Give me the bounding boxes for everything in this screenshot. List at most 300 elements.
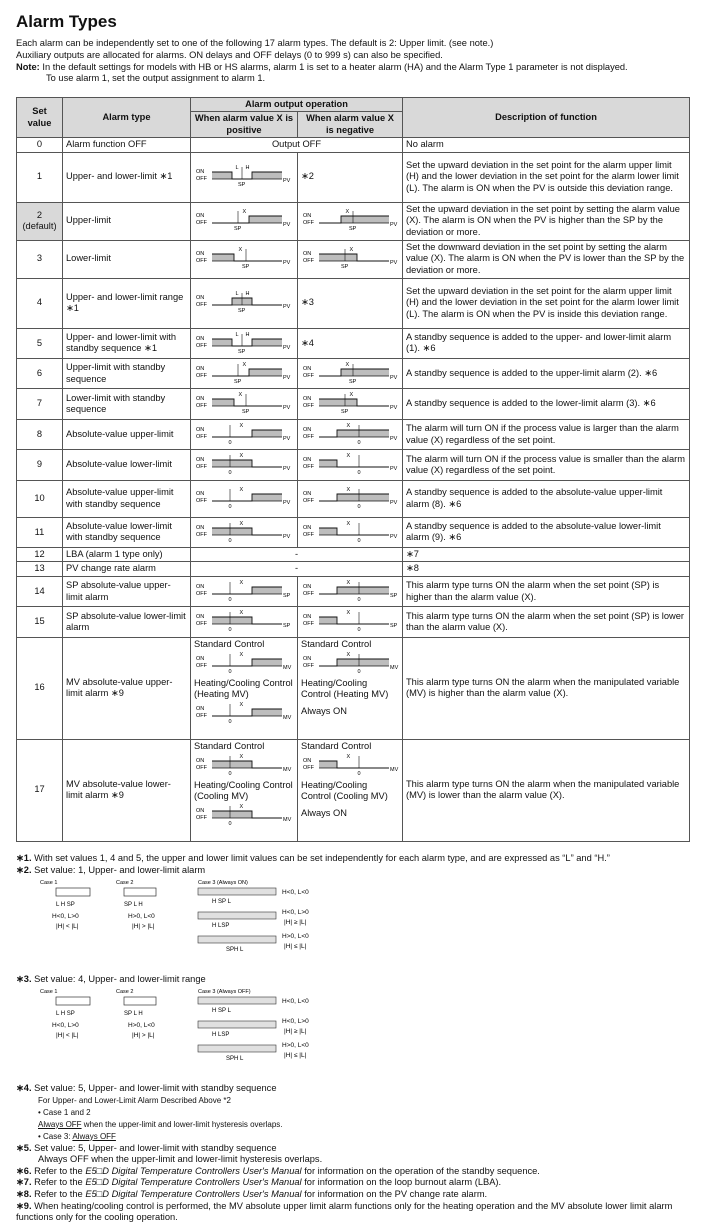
axis-label: PV: [283, 222, 291, 229]
on-region: [252, 494, 282, 501]
sp-label: SP: [238, 348, 246, 354]
deviation-label: X: [346, 652, 351, 659]
description: A standby sequence is added to the upper- and lower-limit alarm (1). ∗6: [403, 328, 690, 358]
axis-label: PV: [283, 466, 291, 473]
on-region: [212, 460, 252, 467]
case3-axis: SPH L: [226, 947, 244, 954]
case3-condition: |H| ≥ |L|: [284, 919, 307, 927]
on-label: ON: [196, 614, 205, 621]
not-applicable: -: [191, 562, 403, 576]
set-value: 7: [17, 389, 63, 419]
axis-label: PV: [390, 466, 398, 473]
off-label: OFF: [303, 663, 314, 670]
deviation-label: X: [239, 579, 244, 586]
case3-condition: H<0, L>0: [282, 909, 309, 917]
axis-label: PV: [283, 344, 291, 351]
graph-positive: [191, 389, 298, 419]
case1-band: [56, 888, 90, 896]
zero-label: 0: [228, 669, 232, 675]
set-value: 16: [17, 637, 63, 739]
set-value: 17: [17, 739, 63, 841]
graph-positive: [191, 607, 298, 637]
case1-axis: L H SP: [56, 902, 75, 909]
footnote-4-sub-text: when the upper-limit and lower-limit hysteresis overlaps.: [81, 1119, 283, 1129]
deviation-label: X: [242, 209, 247, 216]
case2-band: [124, 997, 156, 1005]
on-region: [212, 172, 232, 179]
on-region: [212, 254, 234, 261]
case1-band: [56, 997, 90, 1005]
deviation-label: X: [239, 520, 244, 527]
description: Set the upward deviation in the set point for the alarm upper limit (H) and the lower deviation in the set point for the alarm lower limit (L). The alarm is ON when the PV is inside this deviation range.: [403, 278, 690, 328]
alarm-type: Lower-limit with standby sequence: [63, 389, 191, 419]
zero-label: 0: [357, 503, 361, 509]
set-value: 10: [17, 480, 63, 517]
mv-negative-cell: [298, 739, 403, 841]
graph-positive: [191, 480, 298, 517]
operation-graph: [194, 163, 294, 187]
case1-condition: |H| < |L|: [56, 1032, 79, 1040]
operation-graph: [194, 207, 294, 231]
operation-graph: [194, 390, 294, 414]
sp-label: SP: [349, 226, 357, 232]
zero-label: 0: [228, 627, 232, 633]
axis-label: PV: [283, 304, 291, 311]
description: ∗8: [403, 562, 690, 576]
case2-condition: |H| > |L|: [132, 1032, 155, 1040]
footnote-mark: ∗9.: [16, 1200, 32, 1211]
description: ∗7: [403, 548, 690, 562]
operation-graph: [301, 519, 401, 543]
graph-mv-cooling: [194, 802, 294, 829]
footnotes: [16, 853, 696, 1224]
case2-condition: H>0, L<0: [128, 913, 155, 921]
deviation-label: X: [239, 754, 244, 761]
on-label: ON: [303, 583, 312, 590]
axis-label: PV: [390, 405, 398, 412]
on-label: ON: [196, 169, 205, 176]
set-value: 13: [17, 562, 63, 576]
footnote-mark: ∗2.: [16, 864, 32, 875]
set-value: 14: [17, 576, 63, 606]
deviation-label: L: [235, 165, 239, 172]
zero-label: 0: [228, 470, 232, 476]
deviation-label: X: [346, 754, 351, 761]
footnote-mark: ∗1.: [16, 853, 32, 863]
on-label: ON: [196, 295, 205, 302]
operation-graph: [301, 207, 401, 231]
deviation-label: X: [346, 453, 351, 460]
off-label: OFF: [303, 433, 314, 440]
deviation-label: X: [242, 362, 247, 369]
operation-graph: [194, 360, 294, 384]
on-region: [341, 216, 389, 223]
case3-axis: SPH L: [226, 1056, 244, 1063]
sp-label: SP: [238, 182, 246, 188]
zero-label: 0: [228, 537, 232, 543]
case2-axis: SP L H: [124, 1011, 143, 1018]
off-label: OFF: [303, 373, 314, 380]
graph-mv-standard: [194, 650, 294, 677]
case2-condition: |H| > |L|: [132, 923, 155, 931]
intro-line-2: Auxiliary outputs are allocated for alarms. ON delays and OFF delays (0 to 999 s) can also be specified.: [16, 49, 443, 60]
sp-label: SP: [242, 264, 250, 270]
axis-label: SP: [283, 623, 291, 630]
on-label: ON: [196, 524, 205, 531]
manual-title: E5□D Digital Temperature Controllers User's Manual: [85, 1165, 302, 1176]
graph-positive: [191, 359, 298, 389]
operation-graph: [301, 451, 401, 475]
on-region: [212, 528, 252, 535]
description: Set the upward deviation in the set point by setting the alarm value (X). The alarm is ON when the PV is higher than the SP by the deviation or more.: [403, 202, 690, 240]
set-value: 11: [17, 517, 63, 547]
always-on-label: Always ON: [301, 808, 347, 819]
zero-label: 0: [228, 719, 232, 725]
on-label: ON: [303, 758, 312, 765]
off-label: OFF: [196, 176, 207, 183]
deviation-label: H: [245, 331, 250, 338]
deviation-label: X: [239, 486, 244, 493]
operation-graph: [194, 578, 294, 602]
always-off-underlined: Always OFF: [38, 1119, 82, 1129]
on-label: ON: [303, 366, 312, 373]
deviation-label: L: [235, 291, 239, 298]
axis-label: MV: [390, 665, 399, 672]
footnote-4-sub: [38, 1119, 696, 1131]
operation-graph: [301, 360, 401, 384]
graph-negative: [298, 202, 403, 240]
footnote-text: for information on the loop burnout alarm (LBA).: [301, 1177, 502, 1188]
graph-negative: [298, 389, 403, 419]
footnote-text: Refer to the: [34, 1165, 86, 1176]
case3-condition: H<0, L>0: [282, 1018, 309, 1026]
case3-band: [198, 1021, 276, 1028]
deviation-label: X: [349, 392, 354, 399]
mv-negative-cell: [298, 637, 403, 739]
operation-graph: [301, 578, 401, 602]
case3-axis: H SP L: [212, 899, 231, 906]
sp-label: SP: [341, 409, 349, 415]
deviation-label: X: [238, 247, 243, 254]
footnote-7: [16, 1177, 696, 1189]
note-ref: ∗4: [298, 328, 403, 358]
deviation-label: X: [239, 804, 244, 811]
operation-graph: [301, 421, 401, 445]
axis-label: PV: [283, 178, 291, 185]
footnote-6: [16, 1166, 696, 1178]
on-label: ON: [196, 335, 205, 342]
off-label: OFF: [196, 403, 207, 410]
set-value-number: 2: [36, 209, 43, 220]
alarm-type: MV absolute-value upper-limit alarm ∗9: [63, 637, 191, 739]
header-negative: When alarm value X is negative: [298, 112, 403, 138]
case-label: Case 2: [116, 989, 134, 996]
description: This alarm type turns ON the alarm when the manipulated variable (MV) is higher than the alarm value (X).: [403, 637, 690, 739]
on-region: [212, 811, 252, 818]
off-label: OFF: [196, 765, 207, 772]
output-off: Output OFF: [191, 138, 403, 152]
sp-label: SP: [234, 379, 242, 385]
description: This alarm type turns ON the alarm when the set point (SP) is higher than the alarm value (X).: [403, 576, 690, 606]
on-label: ON: [196, 656, 205, 663]
zero-label: 0: [357, 596, 361, 602]
note-ref: ∗2: [298, 152, 403, 202]
on-region: [337, 430, 389, 437]
off-label: OFF: [196, 433, 207, 440]
sp-label: SP: [242, 409, 250, 415]
off-label: OFF: [303, 621, 314, 628]
operation-graph: [194, 700, 294, 724]
alarm-type: Upper-limit: [63, 202, 191, 240]
off-label: OFF: [303, 531, 314, 538]
alarm-type: Absolute-value upper-limit: [63, 419, 191, 449]
case1-condition: H<0, L>0: [52, 913, 79, 921]
on-region: [249, 216, 282, 223]
case1-condition: |H| < |L|: [56, 923, 79, 931]
axis-label: SP: [390, 623, 398, 630]
graph-positive: [191, 152, 298, 202]
description: A standby sequence is added to the absolute-value upper-limit alarm (8). ∗6: [403, 480, 690, 517]
zero-label: 0: [357, 537, 361, 543]
alarm-type: Upper- and lower-limit ∗1: [63, 152, 191, 202]
manual-title: E5□D Digital Temperature Controllers User's Manual: [85, 1177, 302, 1188]
always-off-underlined: Always OFF: [72, 1131, 116, 1141]
footnote-4-sub: • Case 1 and 2: [38, 1107, 91, 1117]
on-label: ON: [303, 396, 312, 403]
on-label: ON: [303, 614, 312, 621]
operation-graph: [194, 802, 294, 826]
footnote-4-sub: [38, 1131, 696, 1143]
graph-positive: [191, 240, 298, 278]
footnote-3: [16, 974, 696, 986]
case3-condition: |H| ≤ |L|: [284, 943, 307, 951]
off-label: OFF: [196, 663, 207, 670]
on-region: [249, 369, 282, 376]
footnote-text: When heating/cooling control is performed, the MV absolute upper limit alarm functions only for the heating operation and the MV absolute lower limit alarm functions only for the cooling operation.: [16, 1200, 673, 1223]
off-label: OFF: [303, 497, 314, 504]
case-label: Case 3 (Always OFF): [198, 989, 251, 996]
zero-label: 0: [357, 771, 361, 777]
set-value: 9: [17, 450, 63, 480]
case3-band: [198, 912, 276, 919]
graph-mv-heating: [194, 700, 294, 727]
on-region: [252, 339, 282, 346]
graph-positive: [191, 328, 298, 358]
on-region: [319, 399, 357, 406]
deviation-label: L: [235, 331, 239, 338]
case3-axis: H LSP: [212, 923, 230, 930]
axis-label: MV: [283, 767, 292, 774]
footnote-5-sub: Always OFF when the upper-limit and lower-limit hysteresis overlaps.: [38, 1154, 323, 1165]
deviation-label: X: [346, 610, 351, 617]
set-value: 3: [17, 240, 63, 278]
footnote-text: Set value: 4, Upper- and lower-limit range: [34, 973, 206, 984]
description: This alarm type turns ON the alarm when the set point (SP) is lower than the alarm value (X).: [403, 607, 690, 637]
on-label: ON: [303, 656, 312, 663]
header-set-value: Set value: [17, 98, 63, 138]
footnote-4-details: [16, 1095, 696, 1143]
alarm-type: Absolute-value lower-limit with standby sequence: [63, 517, 191, 547]
operation-graph: [301, 485, 401, 509]
deviation-label: X: [346, 579, 351, 586]
on-label: ON: [196, 758, 205, 765]
on-region: [319, 761, 337, 768]
alarm-type: Lower-limit: [63, 240, 191, 278]
case2-band: [124, 888, 156, 896]
operation-graph: [194, 608, 294, 632]
footnote-4: [16, 1083, 696, 1095]
axis-label: PV: [283, 260, 291, 267]
graph-positive: [191, 419, 298, 449]
case3-band: [198, 888, 276, 895]
set-value: [17, 202, 63, 240]
on-region: [319, 254, 357, 261]
description: Set the downward deviation in the set point by setting the alarm value (X). The alarm is ON when the PV is lower than the SP by the deviation or more.: [403, 240, 690, 278]
mv-positive-cell: [191, 637, 298, 739]
graph-positive: [191, 278, 298, 328]
deviation-label: X: [346, 486, 351, 493]
zero-label: 0: [228, 771, 232, 777]
header-operation: Alarm output operation: [191, 98, 403, 112]
on-label: ON: [196, 457, 205, 464]
case3-band: [198, 997, 276, 1004]
heating-cooling-label: Heating/Cooling Control (Heating MV): [301, 677, 389, 699]
operation-graph: [301, 245, 401, 269]
operation-graph: [194, 245, 294, 269]
off-label: OFF: [303, 765, 314, 772]
axis-label: SP: [283, 592, 291, 599]
axis-label: PV: [283, 435, 291, 442]
alarm-type: Alarm function OFF: [63, 138, 191, 152]
intro-note: [16, 62, 690, 74]
deviation-label: H: [245, 291, 250, 298]
footnote-5: [16, 1143, 696, 1155]
operation-graph: [194, 330, 294, 354]
off-label: OFF: [303, 590, 314, 597]
operation-graph: [301, 752, 401, 776]
case3-axis: H SP L: [212, 1008, 231, 1015]
case3-condition: H<0, L<0: [282, 998, 309, 1006]
intro: [16, 38, 690, 85]
case3-condition: |H| ≥ |L|: [284, 1028, 307, 1036]
case-label: Case 1: [40, 880, 58, 887]
off-label: OFF: [196, 373, 207, 380]
description: A standby sequence is added to the upper-limit alarm (2). ∗6: [403, 359, 690, 389]
graph-negative: [298, 359, 403, 389]
manual-title: E5□D Digital Temperature Controllers User's Manual: [85, 1188, 302, 1199]
case1-axis: L H SP: [56, 1011, 75, 1018]
footnote-text: for information on the PV change rate alarm.: [301, 1188, 488, 1199]
off-label: OFF: [196, 621, 207, 628]
on-region: [252, 430, 282, 437]
deviation-label: X: [239, 702, 244, 709]
operation-graph: [194, 485, 294, 509]
off-label: OFF: [196, 464, 207, 471]
deviation-label: X: [239, 652, 244, 659]
case3-band: [198, 936, 276, 943]
case2-condition: H>0, L<0: [128, 1022, 155, 1030]
case-label: Case 3 (Always ON): [198, 880, 248, 887]
on-label: ON: [196, 490, 205, 497]
case1-condition: H<0, L>0: [52, 1022, 79, 1030]
zero-label: 0: [228, 503, 232, 509]
page-title: Alarm Types: [16, 12, 117, 31]
operation-graph: [301, 390, 401, 414]
footnote-text: Refer to the: [34, 1188, 86, 1199]
case3-axis: H LSP: [212, 1032, 230, 1039]
on-region: [319, 528, 337, 535]
sp-label: SP: [238, 308, 246, 314]
deviation-label: X: [349, 247, 354, 254]
deviation-label: X: [345, 209, 350, 216]
default-label: (default): [22, 221, 57, 232]
footnote-text: Set value: 5, Upper- and lower-limit with standby sequence: [34, 1082, 277, 1093]
on-label: ON: [196, 251, 205, 258]
description: This alarm type turns ON the alarm when the manipulated variable (MV) is lower than the alarm value (X).: [403, 739, 690, 841]
operation-graph: [194, 421, 294, 445]
axis-label: PV: [283, 375, 291, 382]
alarm-type: SP absolute-value lower-limit alarm: [63, 607, 191, 637]
operation-graph: [194, 650, 294, 674]
on-label: ON: [196, 583, 205, 590]
set-value: 4: [17, 278, 63, 328]
description: Set the upward deviation in the set point for the alarm upper limit (H) and the lower deviation in the set point for the alarm lower limit (L). The alarm is ON when the PV is outside this deviation range.: [403, 152, 690, 202]
alarm-type: Upper-limit with standby sequence: [63, 359, 191, 389]
sp-label: SP: [349, 379, 357, 385]
alarm-type: LBA (alarm 1 type only): [63, 548, 191, 562]
description: A standby sequence is added to the lower-limit alarm (3). ∗6: [403, 389, 690, 419]
deviation-label: X: [346, 520, 351, 527]
graph-positive: [191, 450, 298, 480]
zero-label: 0: [228, 439, 232, 445]
footnote-1: [16, 853, 696, 865]
set-value: 1: [17, 152, 63, 202]
footnote-2: [16, 865, 696, 877]
case-label: Case 1: [40, 989, 58, 996]
standard-control-label: Standard Control: [301, 740, 372, 751]
standard-control-label: Standard Control: [301, 638, 372, 649]
zero-label: 0: [357, 439, 361, 445]
zero-label: 0: [357, 669, 361, 675]
off-label: OFF: [303, 403, 314, 410]
on-region: [337, 659, 389, 666]
footnote-mark: ∗6.: [16, 1165, 32, 1176]
zero-label: 0: [228, 596, 232, 602]
alarm-type: Upper- and lower-limit range ∗1: [63, 278, 191, 328]
heating-cooling-label: Heating/Cooling Control (Cooling MV): [301, 779, 388, 801]
heating-cooling-label: Heating/Cooling Control (Cooling MV): [194, 779, 293, 801]
footnote-text: for information on the operation of the standby sequence.: [301, 1165, 540, 1176]
sp-label: SP: [234, 226, 242, 232]
always-on-label: Always ON: [301, 706, 347, 717]
mv-positive-cell: [191, 739, 298, 841]
axis-label: PV: [390, 222, 398, 229]
graph-negative: [298, 419, 403, 449]
note-label: Note:: [16, 61, 40, 72]
operation-graph: [194, 451, 294, 475]
deviation-label: X: [238, 392, 243, 399]
on-region: [319, 460, 337, 467]
footnote-mark: ∗4.: [16, 1082, 32, 1093]
off-label: OFF: [196, 590, 207, 597]
graph-positive: [191, 517, 298, 547]
off-label: OFF: [196, 220, 207, 227]
on-label: ON: [303, 457, 312, 464]
set-value: 8: [17, 419, 63, 449]
alarm-type: MV absolute-value lower-limit alarm ∗9: [63, 739, 191, 841]
on-region: [212, 617, 252, 624]
graph-negative: [298, 607, 403, 637]
